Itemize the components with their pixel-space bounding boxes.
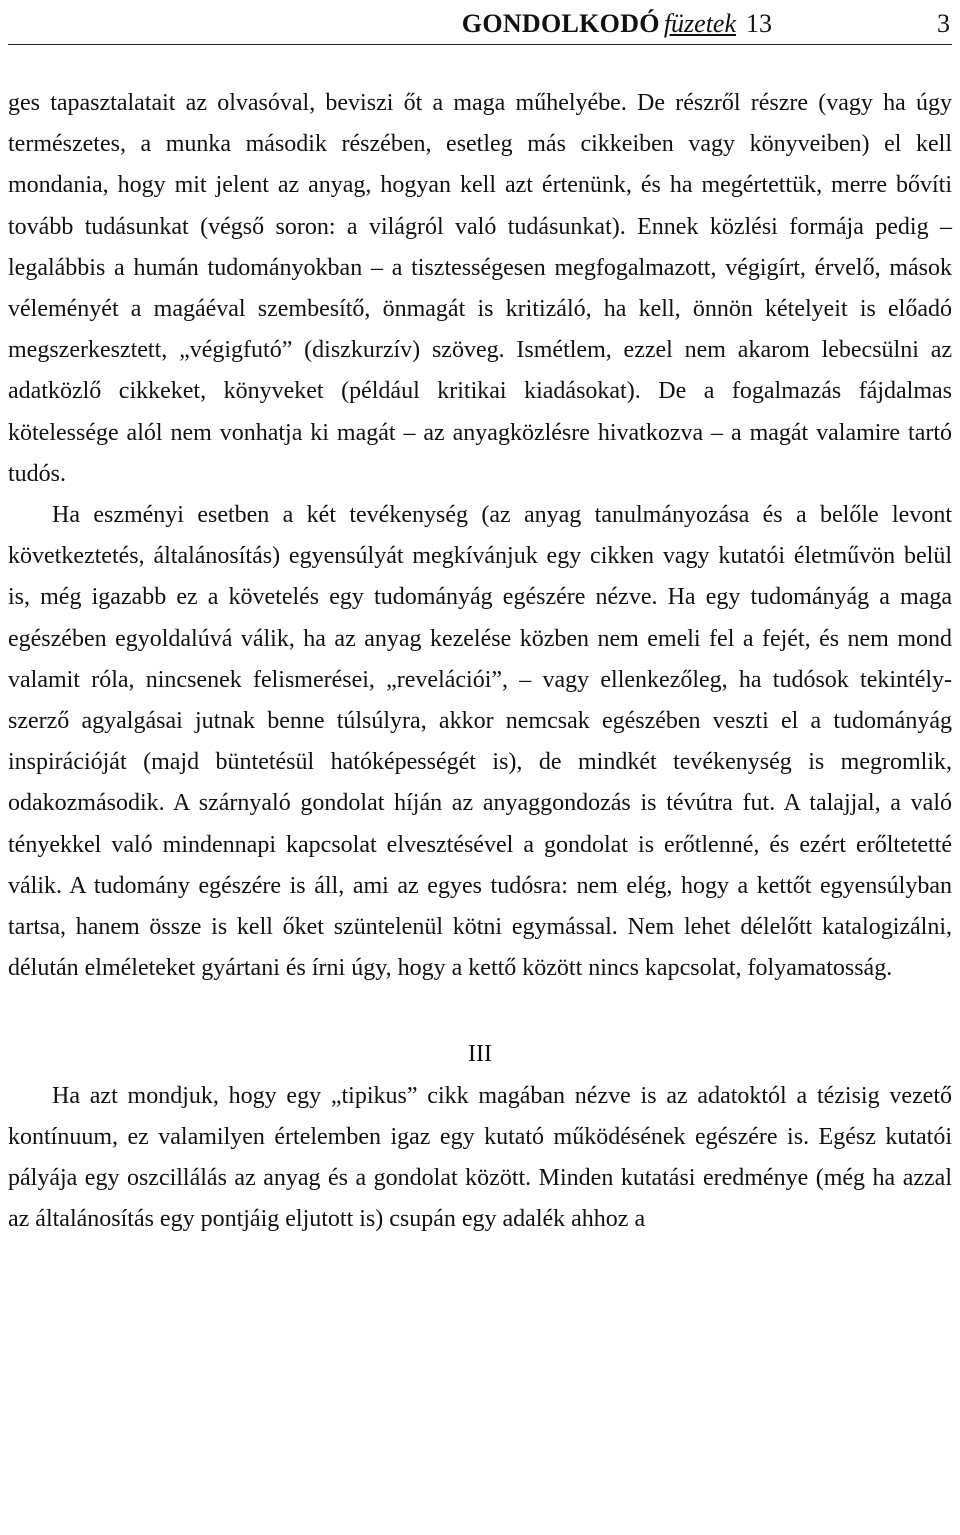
paragraph-continued: ges tapasztalatait az olvasóval, beviszi őt a maga műhelyébe. De részről részre (vagy ha úgy természetes, a munka második részében, esetleg más cikkeiben vagy könyveiben) el kell mondania, hogy mit jelent az anyag, hogyan kell azt értenünk, és ha megértettük, merre bővíti tovább tudásunkat (végső soron: a világról való tudásunkat). Ennek közlési formája pedig – legalábbis a humán tudományokban – a tisztességesen megfogalmazott, végigírt, érvelő, mások véleményét a magáéval szembesítő, önmagát is kritizáló, ha kell, önnön kételyeit is előadó megszerkesztett, „végigfutó” (diszkurzív) szöveg. Ismétlem, ezzel nem akarom lebecsülni az adatközlő cikkeket, könyveket (például kritikai kiadásokat). De a fogalmazás fájdalmas kötelessége alól nem vonhatja ki magát – az anyagközlésre hivatkozva – a magát valamire tartó tudós. [8,90,952,487]
document-page [8,0,952,1240]
page-number: 3 [937,9,950,38]
running-header [8,4,952,45]
running-header-title [462,8,772,40]
issue-number: 13 [746,9,772,38]
series-subtitle: füzetek [663,9,736,38]
section-paragraph: Ha azt mondjuk, hogy egy „tipikus” cikk magában nézve is az adatoktól a tézisig vezető kontínuum, ez valamilyen értelemben igaz egy kutató működésének egészére is. Egész kutatói pályája egy oszcillálás az anyag és a gondolat között. Minden kutatási eredménye (még ha azzal az általánosítás egy pontjáig eljutott is) csupán egy adalék ahhoz a [8,1082,952,1233]
paragraph: Ha eszményi esetben a két tevékenység (az anyag tanulmányozása és a belőle levont következtetés, általánosítás) egyensúlyát megkívánjuk egy cikken vagy kutatói életművön belül is, még igazabb ez a követelés egy tudományág egészére nézve. Ha egy tudományág a maga egészében egyoldalúvá válik, ha az anyag kezelése közben nem emeli fel a fejét, és nem mond valamit róla, nincsenek felismerései, „revelációi”, – vagy ellenkezőleg, ha tudósok tekintély-szerző agyalgásai jutnak benne túlsúlyra, akkor nemcsak egészében veszti el a tudományág inspirációját (majd büntetésül hatóképességét is), de mindkét tevékenység is megromlik, odakozmásodik. A szárnyaló gondolat híján az anyaggondozás is tévútra fut. A talajjal, a való tényekkel való mindennapi kapcsolat elvesztésével a gondolat is erőtlenné, és ezért erőltetetté válik. A tudomány egészére is áll, ami az egyes tudósra: nem elég, hogy a kettőt egyensúlyban tartsa, hanem össze is kell őket szüntelenül kötni egymással. Nem lehet délelőtt katalogizálni, délután elméleteket gyártani és írni úgy, hogy a kettő között nincs kapcsolat, folyamatosság. [8,502,952,982]
body-text [8,83,952,1240]
series-name: GONDOLKODÓ [461,9,660,38]
section-heading: III [468,1041,492,1068]
